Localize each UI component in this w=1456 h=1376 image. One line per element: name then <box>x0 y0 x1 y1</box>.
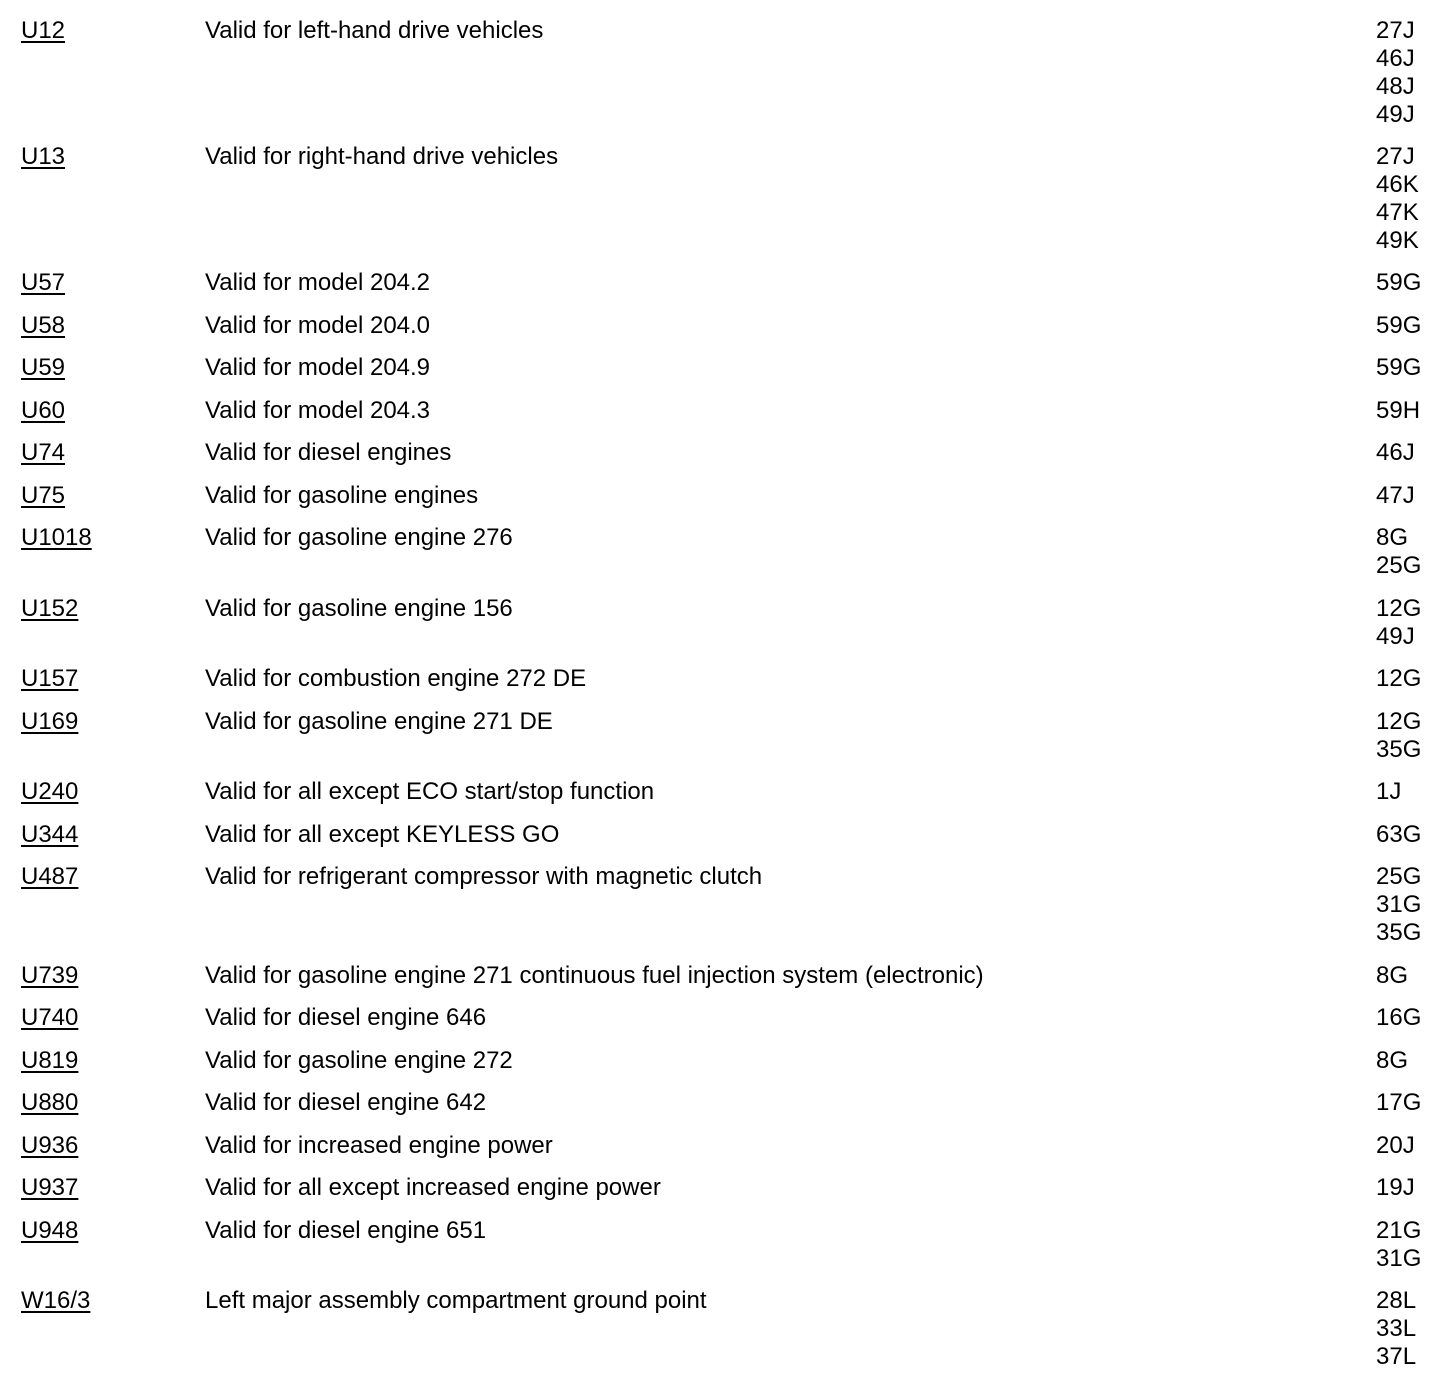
component-description: Valid for diesel engine 646 <box>205 1004 487 1031</box>
grid-reference: 1J <box>1376 778 1402 805</box>
grid-reference: 28L <box>1376 1287 1417 1314</box>
component-code-link[interactable]: U936 <box>21 1132 79 1159</box>
grid-reference: 27J <box>1376 17 1415 44</box>
grid-reference-list <box>1376 354 1446 382</box>
grid-reference: 12G <box>1376 595 1422 622</box>
grid-reference: 59G <box>1376 269 1422 296</box>
grid-reference: 8G <box>1376 962 1409 989</box>
grid-reference-list <box>1376 863 1446 947</box>
grid-reference-list <box>1376 17 1446 129</box>
grid-reference: 8G <box>1376 1047 1409 1074</box>
component-code-link[interactable]: U169 <box>21 708 79 735</box>
component-code-link[interactable]: U880 <box>21 1089 79 1116</box>
component-description: Valid for left-hand drive vehicles <box>205 17 544 44</box>
component-description: Valid for model 204.2 <box>205 269 431 296</box>
component-code-link[interactable]: U1018 <box>21 524 92 551</box>
grid-reference: 59G <box>1376 354 1422 381</box>
grid-reference-list <box>1376 962 1446 990</box>
grid-reference: 12G <box>1376 708 1422 735</box>
component-code-link[interactable]: U60 <box>21 397 66 424</box>
grid-reference: 20J <box>1376 1132 1415 1159</box>
component-code-link[interactable]: U819 <box>21 1047 79 1074</box>
component-description: Valid for gasoline engine 156 <box>205 595 513 622</box>
component-code-link[interactable]: U157 <box>21 665 79 692</box>
component-description: Valid for right-hand drive vehicles <box>205 143 559 170</box>
component-description: Valid for diesel engine 651 <box>205 1217 487 1244</box>
grid-reference: 59G <box>1376 312 1422 339</box>
grid-reference-list <box>1376 821 1446 849</box>
grid-reference: 63G <box>1376 821 1422 848</box>
grid-reference: 21G <box>1376 1217 1422 1244</box>
component-code-link[interactable]: U57 <box>21 269 66 296</box>
component-description: Valid for gasoline engine 272 <box>205 1047 513 1074</box>
grid-reference-list <box>1376 269 1446 297</box>
grid-reference-list <box>1376 1132 1446 1160</box>
grid-reference-list <box>1376 1217 1446 1273</box>
grid-reference-list <box>1376 1174 1446 1202</box>
grid-reference: 17G <box>1376 1089 1422 1116</box>
grid-reference: 33L <box>1376 1315 1417 1342</box>
component-code-link[interactable]: U59 <box>21 354 66 381</box>
grid-reference-list <box>1376 397 1446 425</box>
grid-reference: 49J <box>1376 623 1415 650</box>
grid-reference: 8G <box>1376 524 1409 551</box>
component-code-link[interactable]: U344 <box>21 821 79 848</box>
component-description: Valid for model 204.0 <box>205 312 431 339</box>
grid-reference: 19J <box>1376 1174 1415 1201</box>
component-description: Valid for model 204.3 <box>205 397 431 424</box>
grid-reference: 31G <box>1376 891 1422 918</box>
grid-reference: 46J <box>1376 439 1415 466</box>
grid-reference-list <box>1376 1047 1446 1075</box>
component-code-link[interactable]: U152 <box>21 595 79 622</box>
grid-reference: 16G <box>1376 1004 1422 1031</box>
grid-reference: 49K <box>1376 227 1419 254</box>
grid-reference: 46K <box>1376 171 1419 198</box>
grid-reference-list <box>1376 143 1446 255</box>
component-code-link[interactable]: U740 <box>21 1004 79 1031</box>
component-code-link[interactable]: U13 <box>21 143 66 170</box>
component-description: Valid for gasoline engine 276 <box>205 524 513 551</box>
grid-reference: 49J <box>1376 101 1415 128</box>
grid-reference-list <box>1376 665 1446 693</box>
component-description: Valid for gasoline engine 271 continuous fuel injection system (electronic) <box>205 962 984 989</box>
component-description: Valid for all except ECO start/stop function <box>205 778 655 805</box>
component-description: Valid for gasoline engines <box>205 482 479 509</box>
component-code-link[interactable]: U937 <box>21 1174 79 1201</box>
grid-reference: 35G <box>1376 919 1422 946</box>
component-description: Valid for all except KEYLESS GO <box>205 821 560 848</box>
component-code-link[interactable]: U487 <box>21 863 79 890</box>
grid-reference: 46J <box>1376 45 1415 72</box>
grid-reference-list <box>1376 312 1446 340</box>
grid-reference-list <box>1376 1004 1446 1032</box>
grid-reference: 37L <box>1376 1343 1417 1370</box>
grid-reference: 25G <box>1376 863 1422 890</box>
component-code-link[interactable]: U58 <box>21 312 66 339</box>
grid-reference-list <box>1376 595 1446 651</box>
component-code-link[interactable]: W16/3 <box>21 1287 91 1314</box>
grid-reference-list <box>1376 1287 1446 1371</box>
component-description: Valid for all except increased engine power <box>205 1174 661 1201</box>
component-code-link[interactable]: U12 <box>21 17 66 44</box>
grid-reference-list <box>1376 778 1446 806</box>
grid-reference-list <box>1376 439 1446 467</box>
grid-reference-list <box>1376 708 1446 764</box>
grid-reference-list <box>1376 1089 1446 1117</box>
component-code-link[interactable]: U74 <box>21 439 66 466</box>
component-description: Left major assembly compartment ground point <box>205 1287 707 1314</box>
component-code-link[interactable]: U240 <box>21 778 79 805</box>
component-description: Valid for model 204.9 <box>205 354 431 381</box>
component-code-link[interactable]: U948 <box>21 1217 79 1244</box>
component-description: Valid for refrigerant compressor with magnetic clutch <box>205 863 763 890</box>
grid-reference: 12G <box>1376 665 1422 692</box>
component-code-link[interactable]: U739 <box>21 962 79 989</box>
grid-reference: 59H <box>1376 397 1421 424</box>
component-description: Valid for diesel engines <box>205 439 452 466</box>
grid-reference-list <box>1376 524 1446 580</box>
grid-reference: 31G <box>1376 1245 1422 1272</box>
component-description: Valid for gasoline engine 271 DE <box>205 708 553 735</box>
component-description: Valid for combustion engine 272 DE <box>205 665 587 692</box>
component-description: Valid for increased engine power <box>205 1132 553 1159</box>
grid-reference: 47J <box>1376 482 1415 509</box>
component-description: Valid for diesel engine 642 <box>205 1089 487 1116</box>
grid-reference: 48J <box>1376 73 1415 100</box>
grid-reference-list <box>1376 482 1446 510</box>
grid-reference: 35G <box>1376 736 1422 763</box>
grid-reference: 47K <box>1376 199 1419 226</box>
component-code-link[interactable]: U75 <box>21 482 66 509</box>
grid-reference: 25G <box>1376 552 1422 579</box>
grid-reference: 27J <box>1376 143 1415 170</box>
